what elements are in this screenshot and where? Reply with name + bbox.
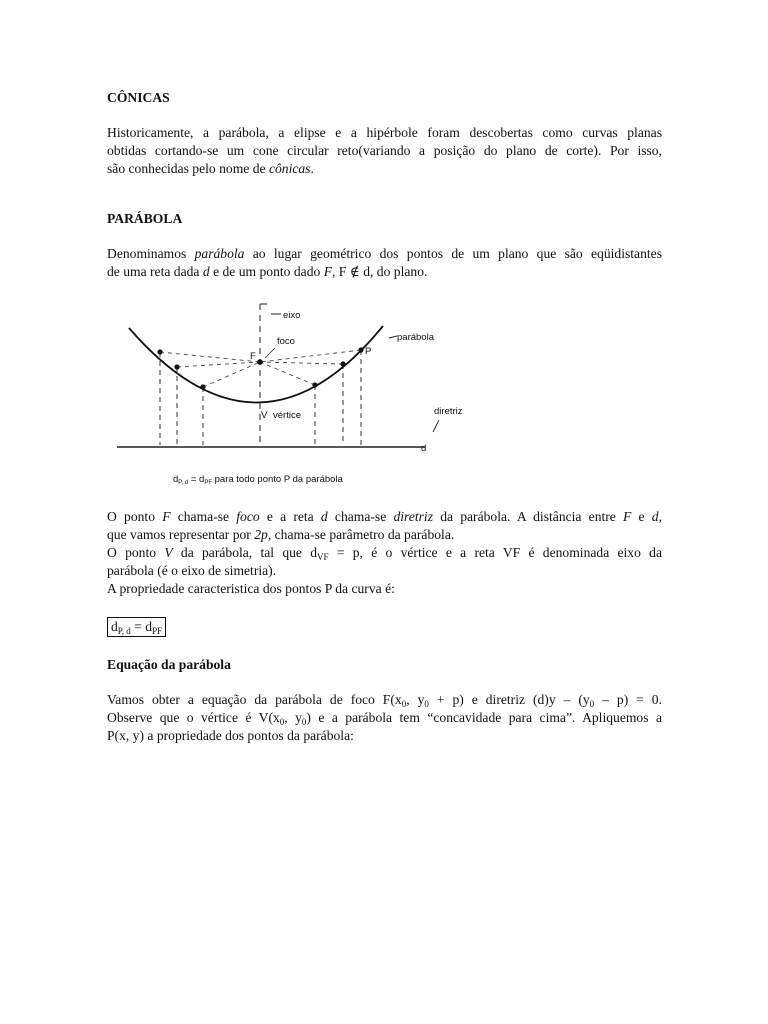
text-run: de uma reta dada xyxy=(107,264,203,279)
label-diretriz: diretriz xyxy=(434,406,463,417)
text-line: P(x, y) a propriedade dos pontos da parábola: xyxy=(107,728,354,743)
paragraph-historical xyxy=(107,124,662,178)
label-parabola: parábola xyxy=(397,332,434,343)
focus-segment xyxy=(203,362,260,387)
text-line: A propriedade caracteristica dos pontos P da curva é: xyxy=(107,581,395,596)
emphasis: V xyxy=(164,545,173,560)
text-run: , chama-se parâmetro da parábola. xyxy=(267,527,455,542)
formula-run: = d xyxy=(130,619,153,634)
paragraph-focus-directrix xyxy=(107,508,662,598)
formula-subscript: PF xyxy=(152,626,163,636)
text-run: da parábola, tal que d xyxy=(172,545,318,560)
text-run: e xyxy=(631,509,652,524)
caption-run: = d xyxy=(188,474,205,485)
point-P xyxy=(358,347,363,352)
diretriz-pointer xyxy=(433,420,439,432)
focus-point xyxy=(257,359,263,365)
heading-equacao: Equação da parábola xyxy=(107,657,231,672)
text-line: Historicamente, a parábola, a elipse e a hipérbole foram descobertas como curvas planas xyxy=(107,125,662,140)
emphasis: parábola xyxy=(194,246,245,261)
focus-segment xyxy=(177,362,260,367)
text-line: parábola (é o eixo de simetria). xyxy=(107,563,277,578)
text-run: – p) = 0. xyxy=(594,692,663,707)
caption-subscript: PF xyxy=(204,480,212,486)
subscript: 0 xyxy=(279,717,285,727)
caption-run: d xyxy=(173,474,179,485)
figure-caption xyxy=(173,474,344,486)
text-run: . xyxy=(310,161,314,176)
emphasis: F xyxy=(623,509,632,524)
text-run: = p, é o vértice e a reta VF é denominada eixo da xyxy=(328,545,663,560)
label-F: F xyxy=(250,351,256,362)
subscript: 0 xyxy=(589,699,595,709)
focus-segment xyxy=(260,362,343,364)
text-run: ao lugar geométrico dos pontos de um plano que são eqüidistantes xyxy=(244,246,662,261)
label-eixo: eixo xyxy=(283,310,301,321)
emphasis: diretriz xyxy=(393,509,433,524)
curve-point xyxy=(174,364,179,369)
text-run: , xyxy=(658,509,662,524)
text-line xyxy=(107,160,662,178)
heading-parabola: PARÁBOLA xyxy=(107,211,183,226)
emphasis: d xyxy=(202,264,210,279)
text-run: Observe que o vértice é V(x xyxy=(107,710,280,725)
formula-subscript: P, d xyxy=(117,626,131,636)
emphasis: F xyxy=(162,509,171,524)
curve-point xyxy=(157,349,162,354)
emphasis: d xyxy=(320,509,328,524)
text-run: , y xyxy=(406,692,425,707)
text-run: O ponto xyxy=(107,545,165,560)
subscript: 0 xyxy=(424,699,429,709)
text-line xyxy=(107,709,662,727)
text-run: , y xyxy=(284,710,302,725)
text-run: O ponto xyxy=(107,509,163,524)
parabola-diagram xyxy=(107,296,482,490)
text-run: chama-se xyxy=(327,509,394,524)
text-line xyxy=(107,263,662,281)
emphasis: foco xyxy=(236,509,260,524)
text-run: e de um ponto dado xyxy=(209,264,324,279)
text-run: são conhecidas pelo nome de xyxy=(107,161,269,176)
focus-segment xyxy=(160,352,260,362)
text-run: ) e a parábola tem “concavidade para cima”. Apliquemos a xyxy=(306,710,662,725)
emphasis: F xyxy=(323,264,332,279)
curve-point xyxy=(312,382,317,387)
subscript: 0 xyxy=(301,717,307,727)
focus-segment xyxy=(260,350,361,362)
label-foco: foco xyxy=(277,336,295,347)
emphasis: cônicas xyxy=(268,161,311,176)
text-line xyxy=(107,526,662,544)
subscript: VF xyxy=(317,552,329,562)
text-line xyxy=(107,508,662,526)
label-V: V xyxy=(261,410,268,421)
label-d: d xyxy=(421,443,427,454)
caption-run: para todo ponto P da parábola xyxy=(212,474,343,485)
curve-point xyxy=(200,384,205,389)
emphasis: 2p xyxy=(254,527,268,542)
curve-point xyxy=(340,361,345,366)
text-run: e a reta xyxy=(259,509,321,524)
heading-conicas: CÔNICAS xyxy=(107,90,170,105)
text-line xyxy=(107,245,662,263)
text-run: da parábola. A distância entre xyxy=(432,509,624,524)
foco-pointer xyxy=(265,348,275,358)
text-run: Vamos obter a equação da parábola de foco F(x xyxy=(107,692,402,707)
paragraph-definition xyxy=(107,245,662,281)
label-P: P xyxy=(365,346,372,357)
paragraph-equation xyxy=(107,691,662,745)
text-line xyxy=(107,691,662,709)
parabola-figure xyxy=(107,296,482,490)
focus-segment xyxy=(260,362,315,385)
text-run: chama-se xyxy=(170,509,237,524)
emphasis: d xyxy=(651,509,659,524)
text-line xyxy=(107,544,662,562)
label-vertice: vértice xyxy=(273,410,301,421)
text-run: Denominamos xyxy=(107,246,195,261)
parabola-pointer xyxy=(389,336,397,338)
caption-subscript: P, d xyxy=(178,480,189,486)
text-line: obtidas cortando-se um cone circular reto(variando a posição do plano de corte). Por isso, xyxy=(107,143,662,158)
formula-run: d xyxy=(111,619,118,634)
text-run: + p) e diretriz (d)y – (y xyxy=(428,692,590,707)
text-run: , F ∉ d, do plano. xyxy=(332,264,428,279)
text-run: que vamos representar por xyxy=(107,527,255,542)
formula-box xyxy=(107,617,166,637)
subscript: 0 xyxy=(401,699,407,709)
